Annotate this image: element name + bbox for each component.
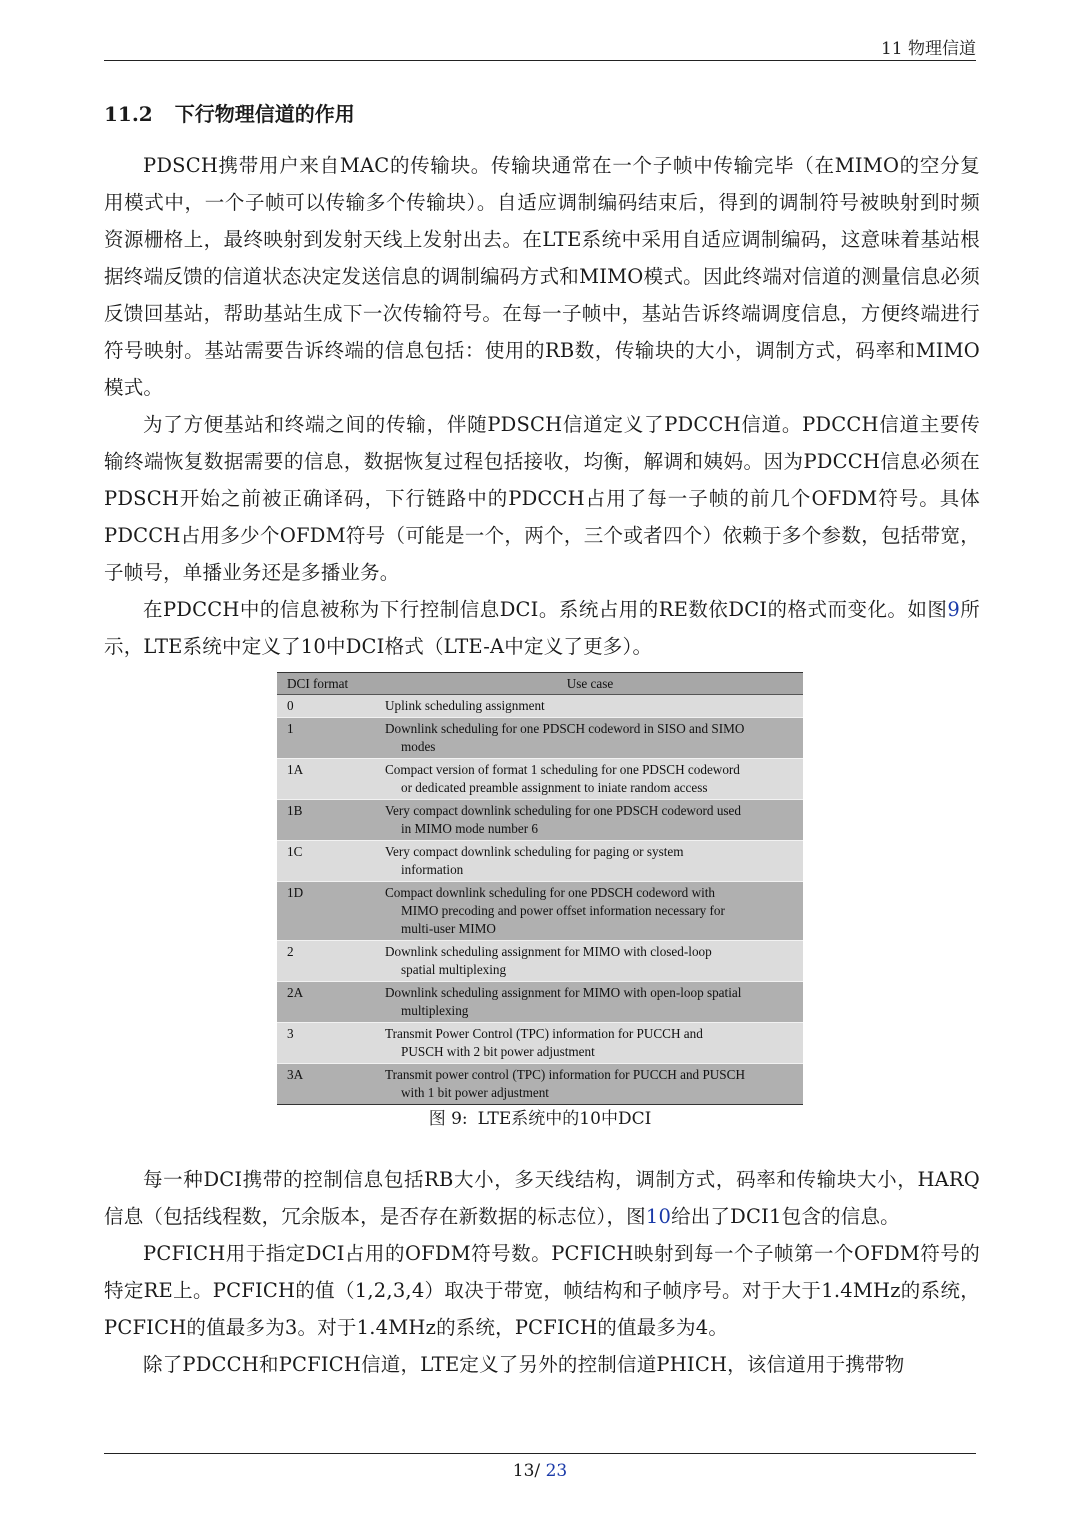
use-case-cell	[375, 718, 803, 759]
figure-reference-link[interactable]: 9	[947, 598, 960, 621]
use-case-cell	[375, 800, 803, 841]
paragraph-dci-content	[104, 1161, 980, 1235]
use-case-line: in MIMO mode number 6	[401, 821, 538, 836]
table-row	[277, 982, 803, 1023]
dci-format-cell: 1A	[277, 759, 375, 800]
use-case-line: Downlink scheduling assignment for MIMO with closed-loop	[385, 944, 712, 959]
dci-format-table-figure	[277, 672, 803, 1105]
caption-text: LTE系统中的10中DCI	[477, 1109, 652, 1129]
table-row	[277, 759, 803, 800]
dci-format-cell: 1C	[277, 841, 375, 882]
use-case-line: Compact downlink scheduling for one PDSCH codeword with	[385, 885, 716, 900]
running-header: 11 物理信道	[880, 39, 976, 59]
paragraph-pdcch: 为了方便基站和终端之间的传输，伴随PDSCH信道定义了PDCCH信道。PDCCH信道主要传输终端恢复数据需要的信息，数据恢复过程包括接收，均衡，解调和姨妈。因为PDCCH信息必须在PDSCH开始之前被正确译码，下行链路中的PDCCH占用了每一子帧的前几个OFDM符号。具体PDCCH占用多少个OFDM符号（可能是一个，两个，三个或者四个）依赖于多个参数，包括带宽，子帧号，单播业务还是多播业务。	[104, 413, 980, 584]
paragraph-dci	[104, 591, 980, 665]
use-case-cell	[375, 882, 803, 941]
use-case-line: MIMO precoding and power offset information necessary for	[401, 903, 725, 918]
use-case-line: Downlink scheduling for one PDSCH codeword in SISO and SIMO	[385, 721, 745, 736]
use-case-cell	[375, 1023, 803, 1064]
use-case-line: Downlink scheduling assignment for MIMO with open-loop spatial	[385, 985, 742, 1000]
dci-format-cell: 0	[277, 695, 375, 718]
use-case-line: Very compact downlink scheduling for paging or system	[385, 844, 684, 859]
body-text-top	[104, 147, 980, 665]
page-current: 13/	[512, 1461, 541, 1481]
paragraph-text: 在PDCCH中的信息被称为下行控制信息DCI。系统占用的RE数依DCI的格式而变化。如图	[143, 598, 948, 621]
dci-format-cell: 1D	[277, 882, 375, 941]
footer-rule	[104, 1453, 976, 1454]
body-text-bottom	[104, 1161, 980, 1383]
table-row	[277, 941, 803, 982]
dci-format-table	[277, 673, 803, 1104]
paragraph-pcfich: PCFICH用于指定DCI占用的OFDM符号数。PCFICH映射到每一个子帧第一个OFDM符号的特定RE上。PCFICH的值（1,2,3,4）取决于带宽，帧结构和子帧序号。对于大于1.4MHz的系统，PCFICH的值最多为3。对于1.4MHz的系统，PCFICH的值最多为4。	[104, 1242, 980, 1339]
table-row	[277, 718, 803, 759]
use-case-line: modes	[401, 739, 436, 754]
paragraph-text: 给出了DCI1包含的信息。	[671, 1205, 900, 1228]
section-title: 下行物理信道的作用	[174, 102, 355, 126]
figure-caption	[0, 1104, 1080, 1129]
use-case-cell	[375, 695, 803, 718]
table-row	[277, 882, 803, 941]
use-case-cell	[375, 982, 803, 1023]
table-row	[277, 841, 803, 882]
paragraph-text: 每一种DCI携带的控制信息包括RB大小，多天线结构，调制方式，码率和传输块大小，HARQ信息（包括线程数，冗余版本，是否存在新数据的标志位），图	[104, 1168, 980, 1228]
column-header-dci-format: DCI format	[277, 673, 375, 695]
dci-format-cell: 2	[277, 941, 375, 982]
use-case-line: Transmit Power Control (TPC) information for PUCCH and	[385, 1026, 703, 1041]
use-case-cell	[375, 841, 803, 882]
table-body	[277, 695, 803, 1105]
use-case-line: PUSCH with 2 bit power adjustment	[401, 1044, 595, 1059]
use-case-line: multi-user MIMO	[401, 921, 496, 936]
dci-format-cell: 1B	[277, 800, 375, 841]
column-header-use-case: Use case	[375, 673, 803, 695]
use-case-cell	[375, 941, 803, 982]
table-row	[277, 800, 803, 841]
page-total-link[interactable]: 23	[545, 1461, 568, 1481]
header-rule	[104, 60, 976, 61]
paragraph-text: 所示，LTE系统中定义了10中DCI格式（LTE-A中定义了更多）。	[104, 598, 980, 658]
section-heading	[104, 98, 355, 127]
dci-format-cell: 3A	[277, 1064, 375, 1105]
figure-reference-link[interactable]: 10	[645, 1205, 672, 1228]
table-row	[277, 1023, 803, 1064]
section-number: 11.2	[104, 102, 153, 126]
use-case-line: Uplink scheduling assignment	[385, 698, 545, 713]
use-case-line: Transmit power control (TPC) information for PUCCH and PUSCH	[385, 1067, 745, 1082]
use-case-line: with 1 bit power adjustment	[401, 1085, 549, 1100]
caption-label: 图 9:	[428, 1109, 468, 1129]
dci-format-cell: 2A	[277, 982, 375, 1023]
use-case-line: or dedicated preamble assignment to iniate random access	[401, 780, 708, 795]
paragraph-phich: 除了PDCCH和PCFICH信道，LTE定义了另外的控制信道PHICH，该信道用于携带物	[143, 1353, 905, 1376]
use-case-cell	[375, 1064, 803, 1105]
table-header-row	[277, 673, 803, 695]
page-number	[0, 1461, 1080, 1481]
table-row	[277, 695, 803, 718]
use-case-line: spatial multiplexing	[401, 962, 507, 977]
paragraph-pdsch: PDSCH携带用户来自MAC的传输块。传输块通常在一个子帧中传输完毕（在MIMO的空分复用模式中，一个子帧可以传输多个传输块）。自适应调制编码结束后，得到的调制符号被映射到时频资源栅格上，最终映射到发射天线上发射出去。在LTE系统中采用自适应调制编码，这意味着基站根据终端反馈的信道状态决定发送信息的调制编码方式和MIMO模式。因此终端对信道的测量信息必须反馈回基站，帮助基站生成下一次传输符号。在每一子帧中，基站告诉终端调度信息，方便终端进行符号映射。基站需要告诉终端的信息包括：使用的RB数，传输块的大小，调制方式，码率和MIMO模式。	[104, 154, 980, 399]
use-case-line: information	[401, 862, 464, 877]
use-case-line: Compact version of format 1 scheduling for one PDSCH codeword	[385, 762, 740, 777]
use-case-line: Very compact downlink scheduling for one PDSCH codeword used	[385, 803, 741, 818]
table-row	[277, 1064, 803, 1105]
use-case-line: multiplexing	[401, 1003, 469, 1018]
use-case-cell	[375, 759, 803, 800]
dci-format-cell: 3	[277, 1023, 375, 1064]
dci-format-cell: 1	[277, 718, 375, 759]
